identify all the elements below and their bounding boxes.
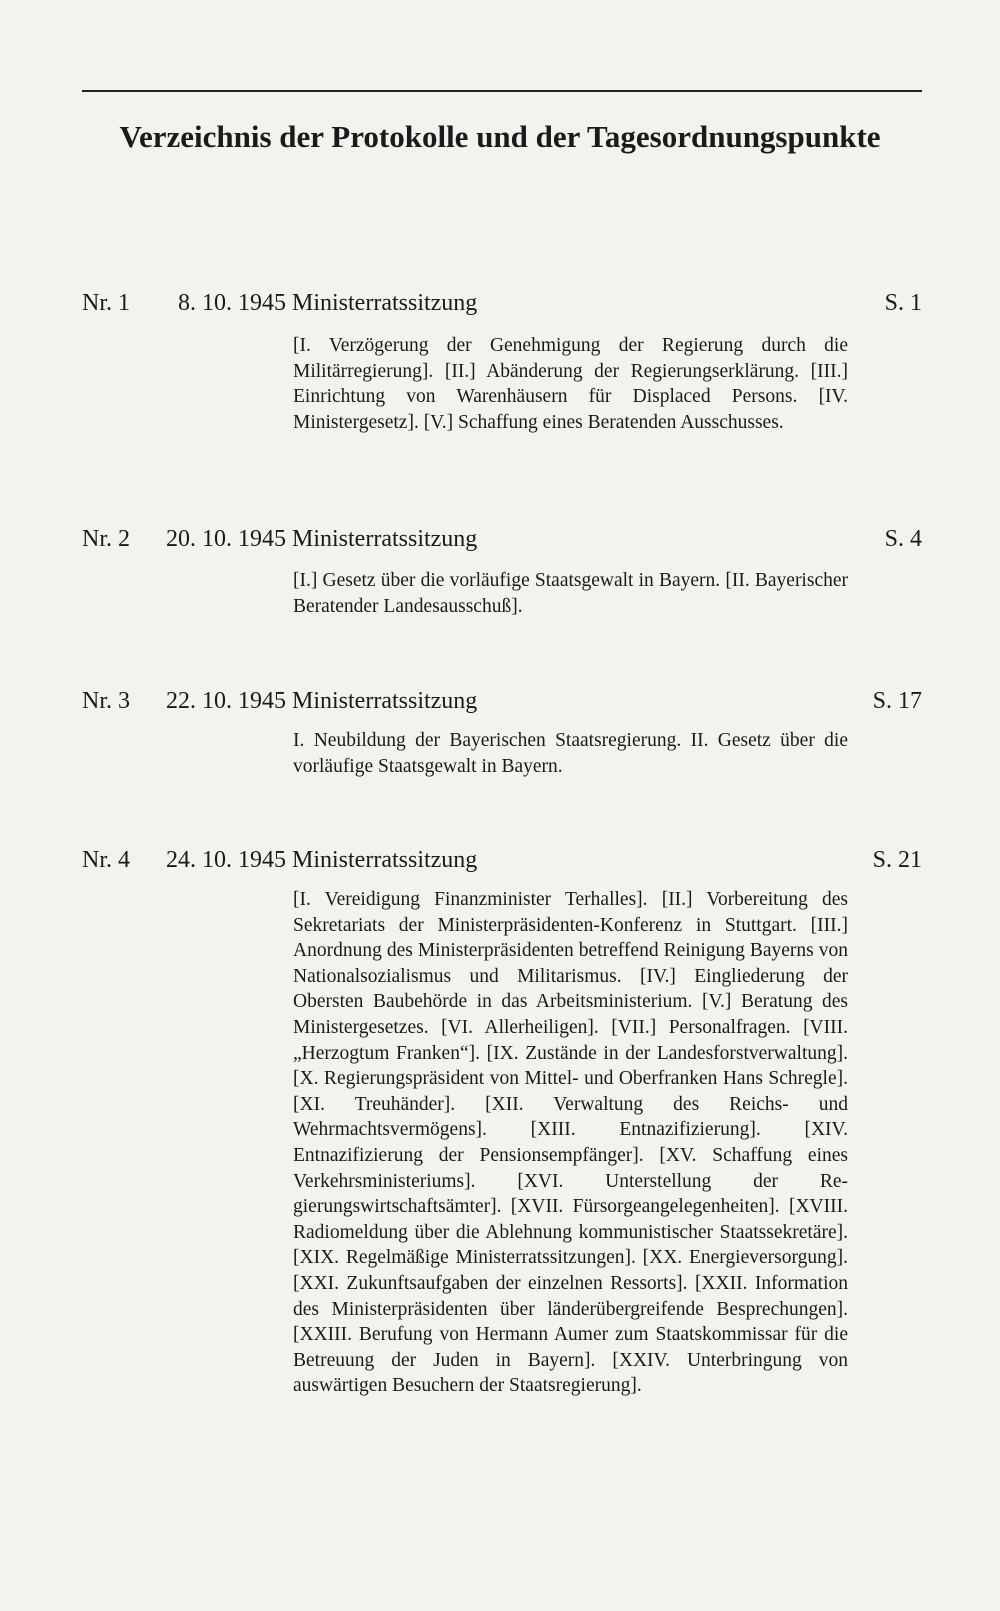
entry-header <box>0 286 1000 320</box>
entry-page: S. 21 <box>872 847 922 873</box>
entry-page: S. 17 <box>872 688 922 714</box>
entry-type: Ministerratssitzung <box>292 847 478 873</box>
entry-date: 22. 10. 1945 <box>166 688 286 714</box>
entry-date: 8. 10. 1945 <box>178 290 286 316</box>
entry-agenda: [I. Vereidigung Finanzminister Terhalles]. [II.] Vorbereitung des Sekretariats der Ministerpräsidenten-Konferenz in Stuttgart. [III.] Anordnung des Ministerpräsidenten betreffend Reinigung Bayerns von Nationalsozialismus und Militarismus. [IV.] Eingliederung der Obersten Baubehörde in das Arbeitsministerium. [V.] Beratung des Ministergesetzes. [VI. Allerheiligen]. [VII.] Personalfragen. [VIII. „Herzogtum Franken“]. [IX. Zustände in der Landesforstverwaltung]. [X. Regierungspräsident von Mittel- und Oberfranken Hans Schregle]. [XI. Treuhänder]. [XII. Verwaltung des Reichs- und Wehrmachtsvermögens]. [XIII. Entnazifizierung]. [XIV. Entnazifizierung der Pensionsempfänger]. [XV. Schaffung eines Verkehrsministeriums]. [XVI. Unterstellung der Regierungswirtschaftsämter]. [XVII. Fürsorgeangelegenheiten]. [XVIII. Radiomeldung über die Ablehnung kommunistischer Staatssekretäre]. [XIX. Regelmäßige Ministerratssitzungen]. [XX. Energieversorgung]. [XXI. Zukunftsaufgaben der einzelnen Ressorts]. [XXII. Information des Ministerpräsidenten über länderübergreifende Besprechungen]. [XXIII. Berufung von Hermann Aumer zum Staatskommissar für die Betreuung der Juden in Bayern]. [XXIV. Unterbringung von auswärtigen Besuchern der Staatsregierung]. <box>293 889 848 1397</box>
entry-number: Nr. 1 <box>82 290 130 316</box>
entry-number: Nr. 4 <box>82 847 130 873</box>
entry-type: Ministerratssitzung <box>292 688 478 714</box>
entry-page: S. 1 <box>884 290 922 316</box>
entry-header <box>0 843 1000 877</box>
entry-type: Ministerratssitzung <box>292 526 478 552</box>
entry-date: 24. 10. 1945 <box>166 847 286 873</box>
header-rule <box>82 90 922 92</box>
entry-header <box>0 684 1000 718</box>
entry-agenda: [I.] Gesetz über die vorläufige Staatsgewalt in Bayern. [II. Bayerischer Beratender Landesausschuß]. <box>293 570 848 617</box>
entry-agenda: [I. Verzögerung der Genehmigung der Regierung durch die Militärregierung]. [II.] Abänderung der Regierungserklärung. [III.] Einrichtung von Warenhäusern für Displaced Persons. [IV. Ministergesetz]. [V.] Schaffung eines Beratenden Ausschusses. <box>293 335 848 433</box>
entry-agenda: I. Neubildung der Bayerischen Staatsregierung. II. Gesetz über die vorläufige Staatsgewalt in Bayern. <box>293 730 848 777</box>
entry-type: Ministerratssitzung <box>292 290 478 316</box>
entry-page: S. 4 <box>884 526 922 552</box>
entry-number: Nr. 3 <box>82 688 130 714</box>
page-title: Verzeichnis der Protokolle und der Tagesordnungspunkte <box>119 119 881 154</box>
entry-header <box>0 522 1000 556</box>
entry-date: 20. 10. 1945 <box>166 526 286 552</box>
entry-number: Nr. 2 <box>82 526 130 552</box>
